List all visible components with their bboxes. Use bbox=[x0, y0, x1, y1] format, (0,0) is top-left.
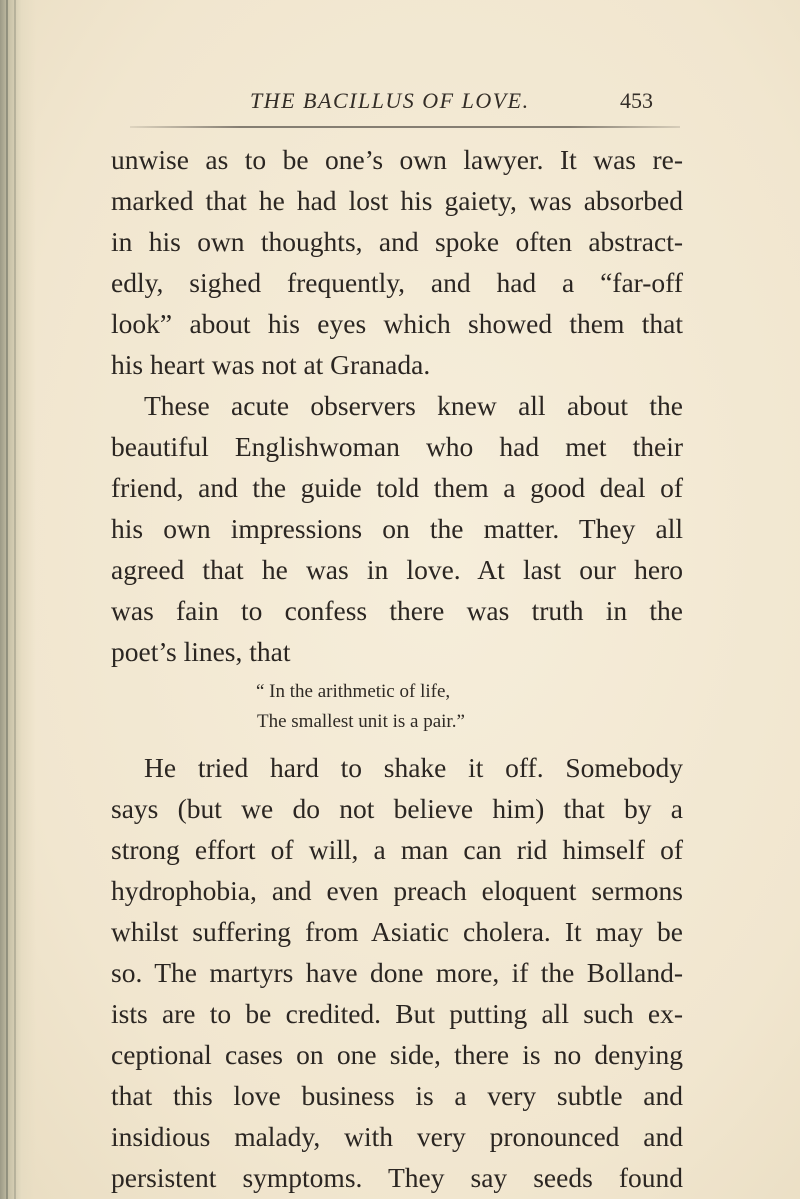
page-edge-line bbox=[6, 0, 8, 1199]
text-line: friend, and the guide told them a good deal of bbox=[111, 472, 683, 503]
page-number: 453 bbox=[620, 88, 653, 113]
text-line: unwise as to be one’s own lawyer. It was re- bbox=[111, 144, 683, 175]
text-line: edly, sighed frequently, and had a “far-off bbox=[111, 267, 683, 298]
text-line: He tried hard to shake it off. Somebody bbox=[144, 752, 683, 783]
text-line: says (but we do not believe him) that by a bbox=[111, 793, 683, 824]
text-line: beautiful Englishwoman who had met their bbox=[111, 431, 683, 462]
text-line: look” about his eyes which showed them that bbox=[111, 308, 683, 339]
text-line: was fain to confess there was truth in the bbox=[111, 595, 683, 626]
text-line: ceptional cases on one side, there is no denying bbox=[111, 1039, 683, 1070]
text-line: agreed that he was in love. At last our hero bbox=[111, 554, 683, 585]
text-line: that this love business is a very subtle and bbox=[111, 1080, 683, 1111]
text-line: his heart was not at Granada. bbox=[111, 349, 431, 380]
page-edge-line bbox=[14, 0, 16, 1199]
header-rule bbox=[130, 126, 680, 128]
quote-line: The smallest unit is a pair.” bbox=[257, 711, 465, 732]
running-title: THE BACILLUS OF LOVE. bbox=[250, 88, 530, 113]
text-line: whilst suffering from Asiatic cholera. It may be bbox=[111, 916, 683, 947]
text-line: These acute observers knew all about the bbox=[144, 390, 683, 421]
text-line: strong effort of will, a man can rid himself of bbox=[111, 834, 683, 865]
text-line: his own impressions on the matter. They all bbox=[111, 513, 683, 544]
text-line: so. The martyrs have done more, if the Bolland- bbox=[111, 957, 683, 988]
text-line: hydrophobia, and even preach eloquent sermons bbox=[111, 875, 683, 906]
text-line: poet’s lines, that bbox=[111, 636, 291, 667]
text-line: persistent symptoms. They say seeds found bbox=[111, 1162, 683, 1193]
text-line: ists are to be credited. But putting all such ex- bbox=[111, 998, 683, 1029]
text-line: insidious malady, with very pronounced and bbox=[111, 1121, 683, 1152]
running-head bbox=[0, 88, 800, 118]
text-line: marked that he had lost his gaiety, was absorbed bbox=[111, 185, 683, 216]
text-line: in his own thoughts, and spoke often abstract- bbox=[111, 226, 683, 257]
quote-line: “ In the arithmetic of life, bbox=[256, 681, 451, 702]
